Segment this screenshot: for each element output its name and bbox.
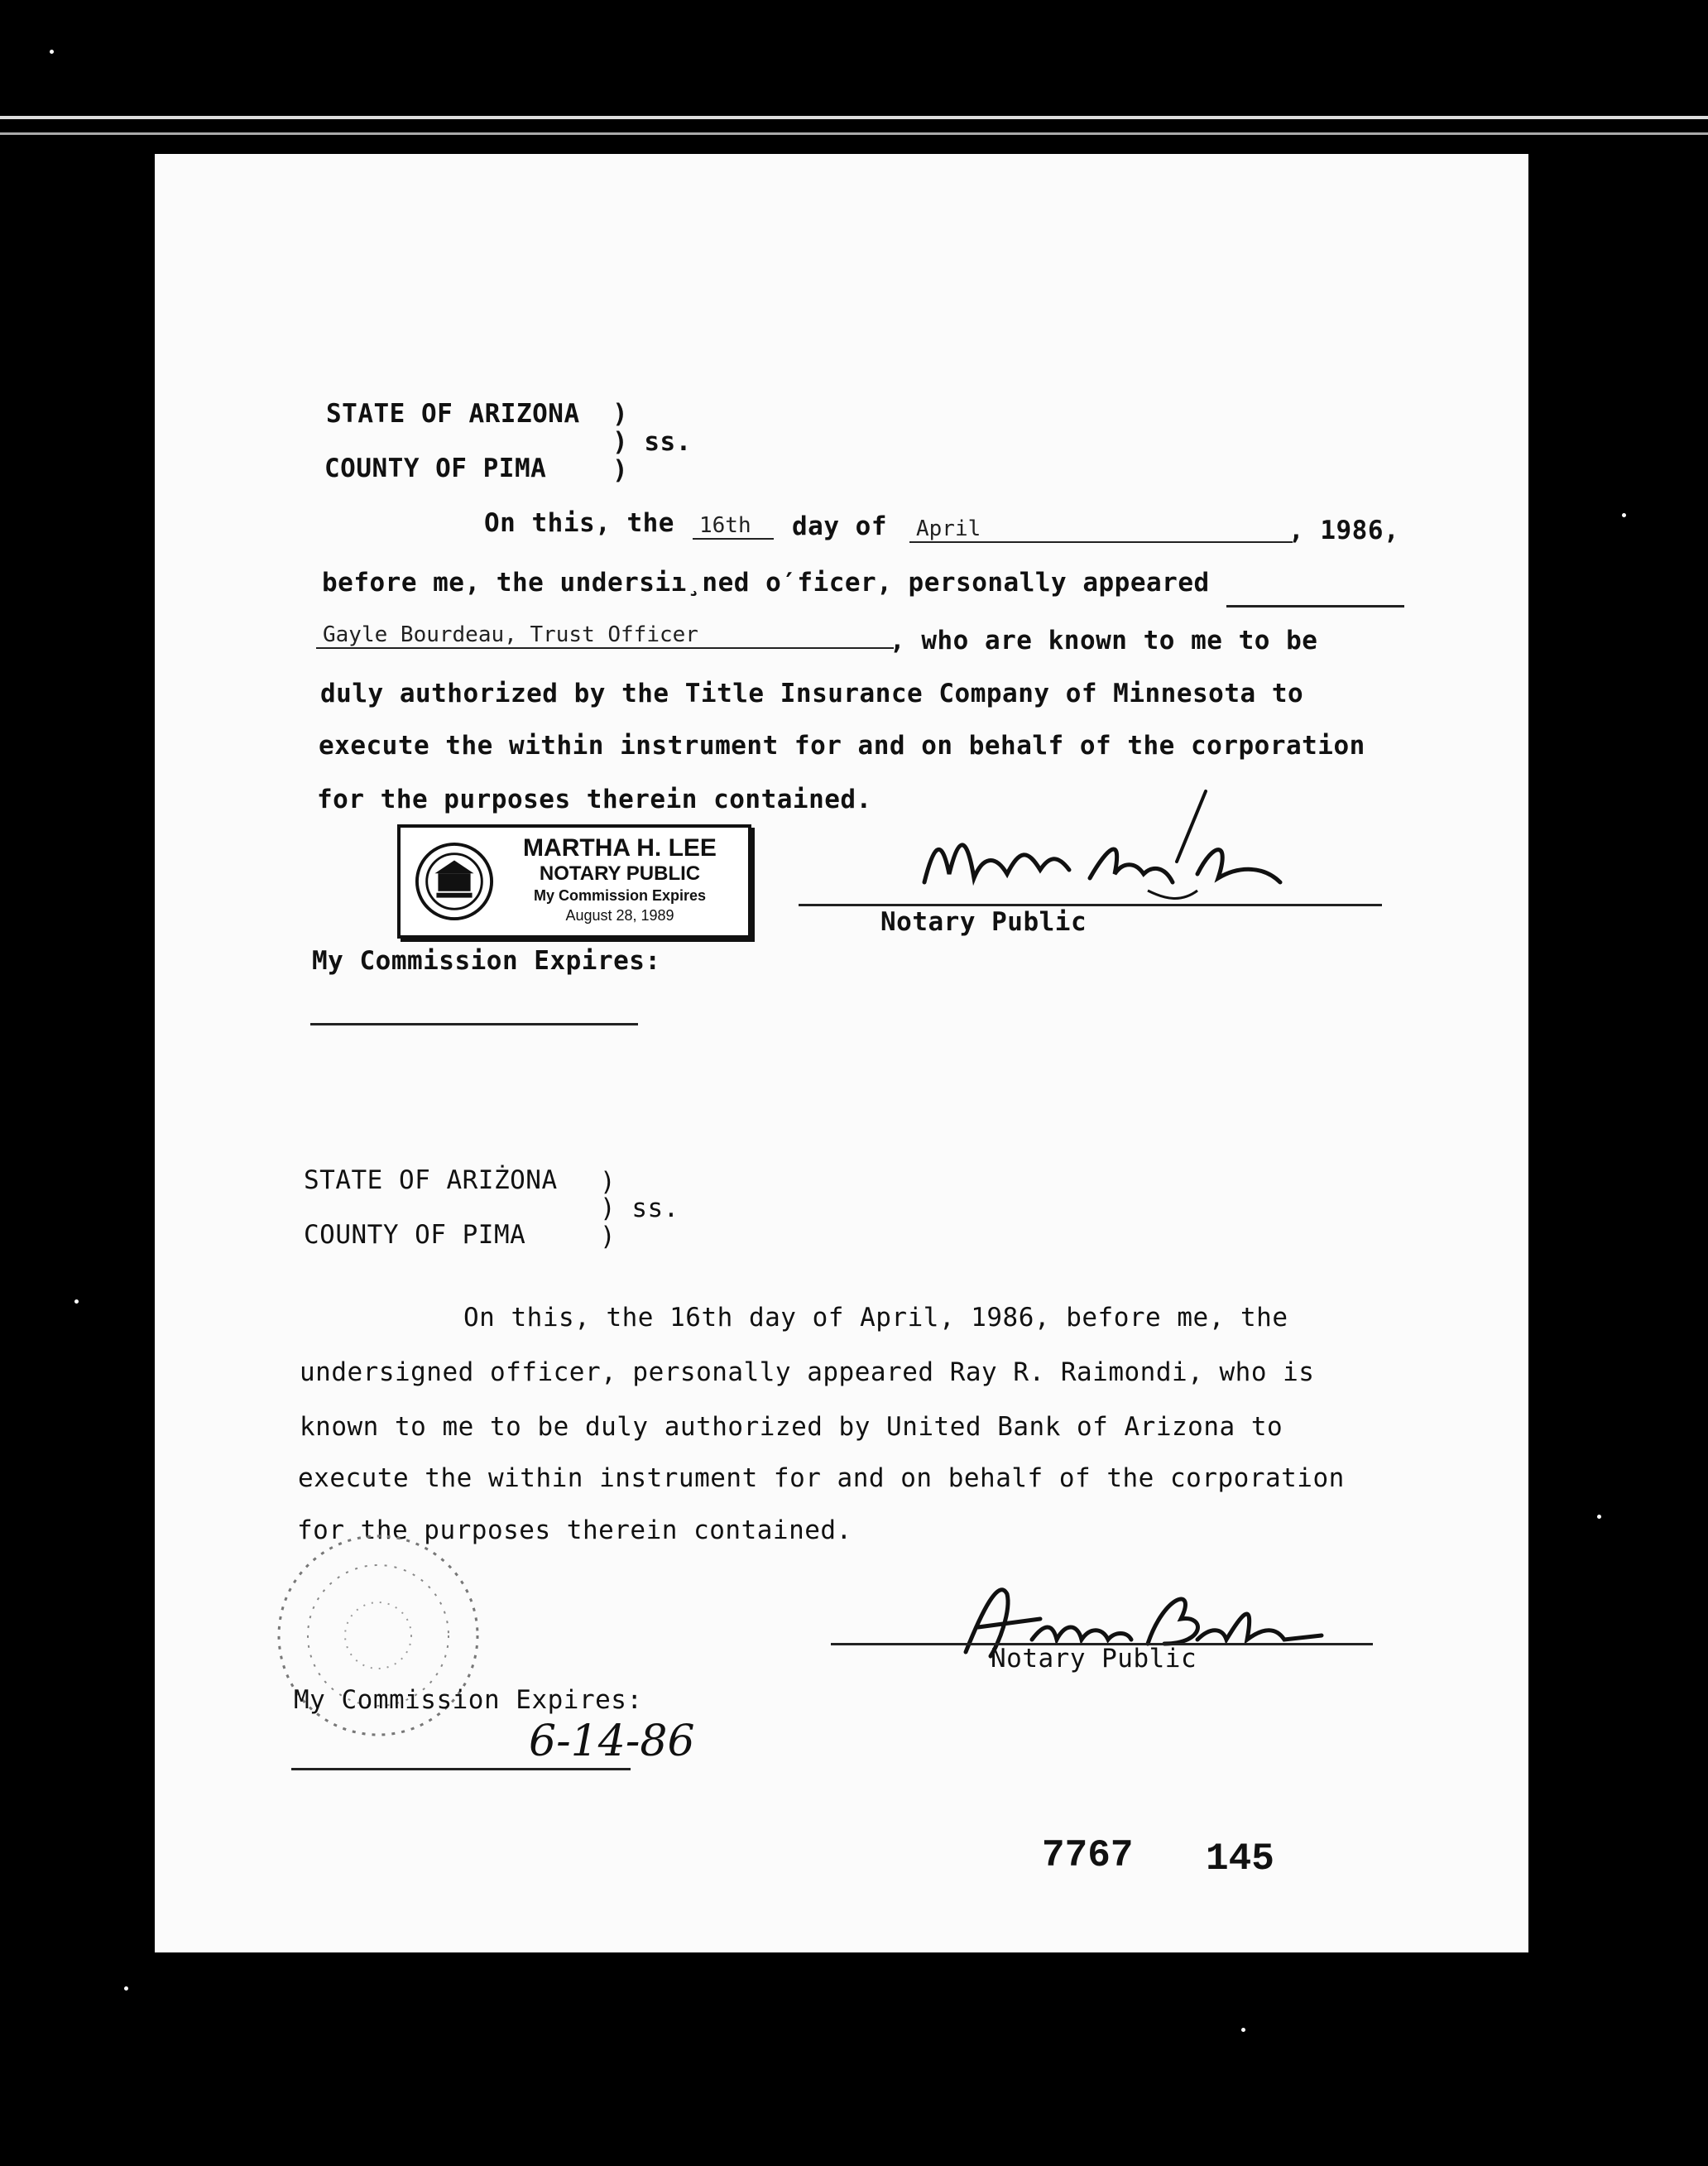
- month-field: April: [909, 516, 1293, 543]
- commission-expires-label: My Commission Expires:: [294, 1685, 643, 1715]
- ack-line-6: for the purposes therein contained.: [317, 785, 872, 814]
- venue-paren: ): [612, 455, 629, 485]
- commission-expires-blank: [310, 1023, 638, 1025]
- day-field: 16th: [693, 513, 774, 540]
- page-number: 145: [1206, 1837, 1274, 1880]
- stamp-date: August 28, 1989: [565, 907, 674, 924]
- ack-line-3-suffix: , who are known to me to be: [890, 626, 1318, 656]
- appeared-blank: [1226, 605, 1404, 608]
- notary-signature: [850, 783, 1313, 924]
- scan-speck: [74, 1299, 79, 1304]
- document-page: [155, 154, 1528, 1952]
- stamp-name: MARTHA H. LEE: [523, 834, 717, 862]
- notary-signature-line: [799, 904, 1382, 906]
- ack-line-2: undersigned officer, personally appeared Ray R. Raimondi, who is: [300, 1357, 1315, 1387]
- venue-county: COUNTY OF PIMA: [304, 1220, 526, 1250]
- venue-paren: ): [612, 399, 629, 429]
- notary-public-label: Notary Public: [991, 1644, 1197, 1674]
- stamp-title: NOTARY PUBLIC: [539, 862, 701, 885]
- commission-expires-blank: [291, 1768, 631, 1770]
- appeared-name-field: Gayle Bourdeau, Trust Officer: [316, 622, 894, 649]
- ack-line-1: On this, the 16th day of April, 1986, before me, the: [463, 1303, 1288, 1333]
- scan-speck: [1597, 1515, 1601, 1519]
- ack-line-2: before me, the undersiı̧ned o′ficer, personally appeared: [322, 568, 1210, 598]
- venue-paren: ): [600, 1222, 617, 1251]
- ack-line-1-prefix: On this, the: [484, 508, 674, 538]
- scan-edge-line: [0, 132, 1708, 135]
- commission-expires-date: 6-14-86: [529, 1717, 695, 1766]
- book-number: 7767: [1042, 1834, 1134, 1877]
- scan-edge-line: [0, 116, 1708, 119]
- ack-line-1-mid: day of: [792, 511, 887, 541]
- ack-line-5: for the purposes therein contained.: [297, 1515, 852, 1545]
- venue-state: STATE OF ARIZONA: [326, 399, 580, 429]
- ack-line-3: known to me to be duly authorized by United Bank of Arizona to: [300, 1412, 1283, 1442]
- venue-county: COUNTY OF PIMA: [324, 454, 547, 483]
- ack-line-4: execute the within instrument for and on behalf of the corporation: [298, 1463, 1345, 1493]
- venue-ss: ) ss.: [600, 1193, 679, 1223]
- scan-speck: [50, 50, 54, 54]
- venue-paren: ): [600, 1167, 617, 1197]
- scan-speck: [1622, 513, 1626, 517]
- scan-speck: [124, 1986, 128, 1991]
- notary-public-label: Notary Public: [880, 907, 1087, 937]
- ack-line-1-year: , 1986,: [1288, 516, 1400, 545]
- venue-state: STATE OF ARIŻONA: [304, 1165, 558, 1195]
- scan-speck: [1241, 2028, 1245, 2032]
- embossed-seal: [254, 1511, 502, 1760]
- notary-seal-icon: [414, 841, 495, 922]
- stamp-commission: My Commission Expires: [533, 887, 707, 904]
- venue-ss: ) ss.: [612, 427, 692, 457]
- notary-stamp: [397, 824, 751, 939]
- ack-line-4: duly authorized by the Title Insurance Company of Minnesota to: [320, 679, 1304, 708]
- commission-expires-label: My Commission Expires:: [312, 946, 661, 976]
- ack-line-5: execute the within instrument for and on behalf of the corporation: [319, 731, 1365, 761]
